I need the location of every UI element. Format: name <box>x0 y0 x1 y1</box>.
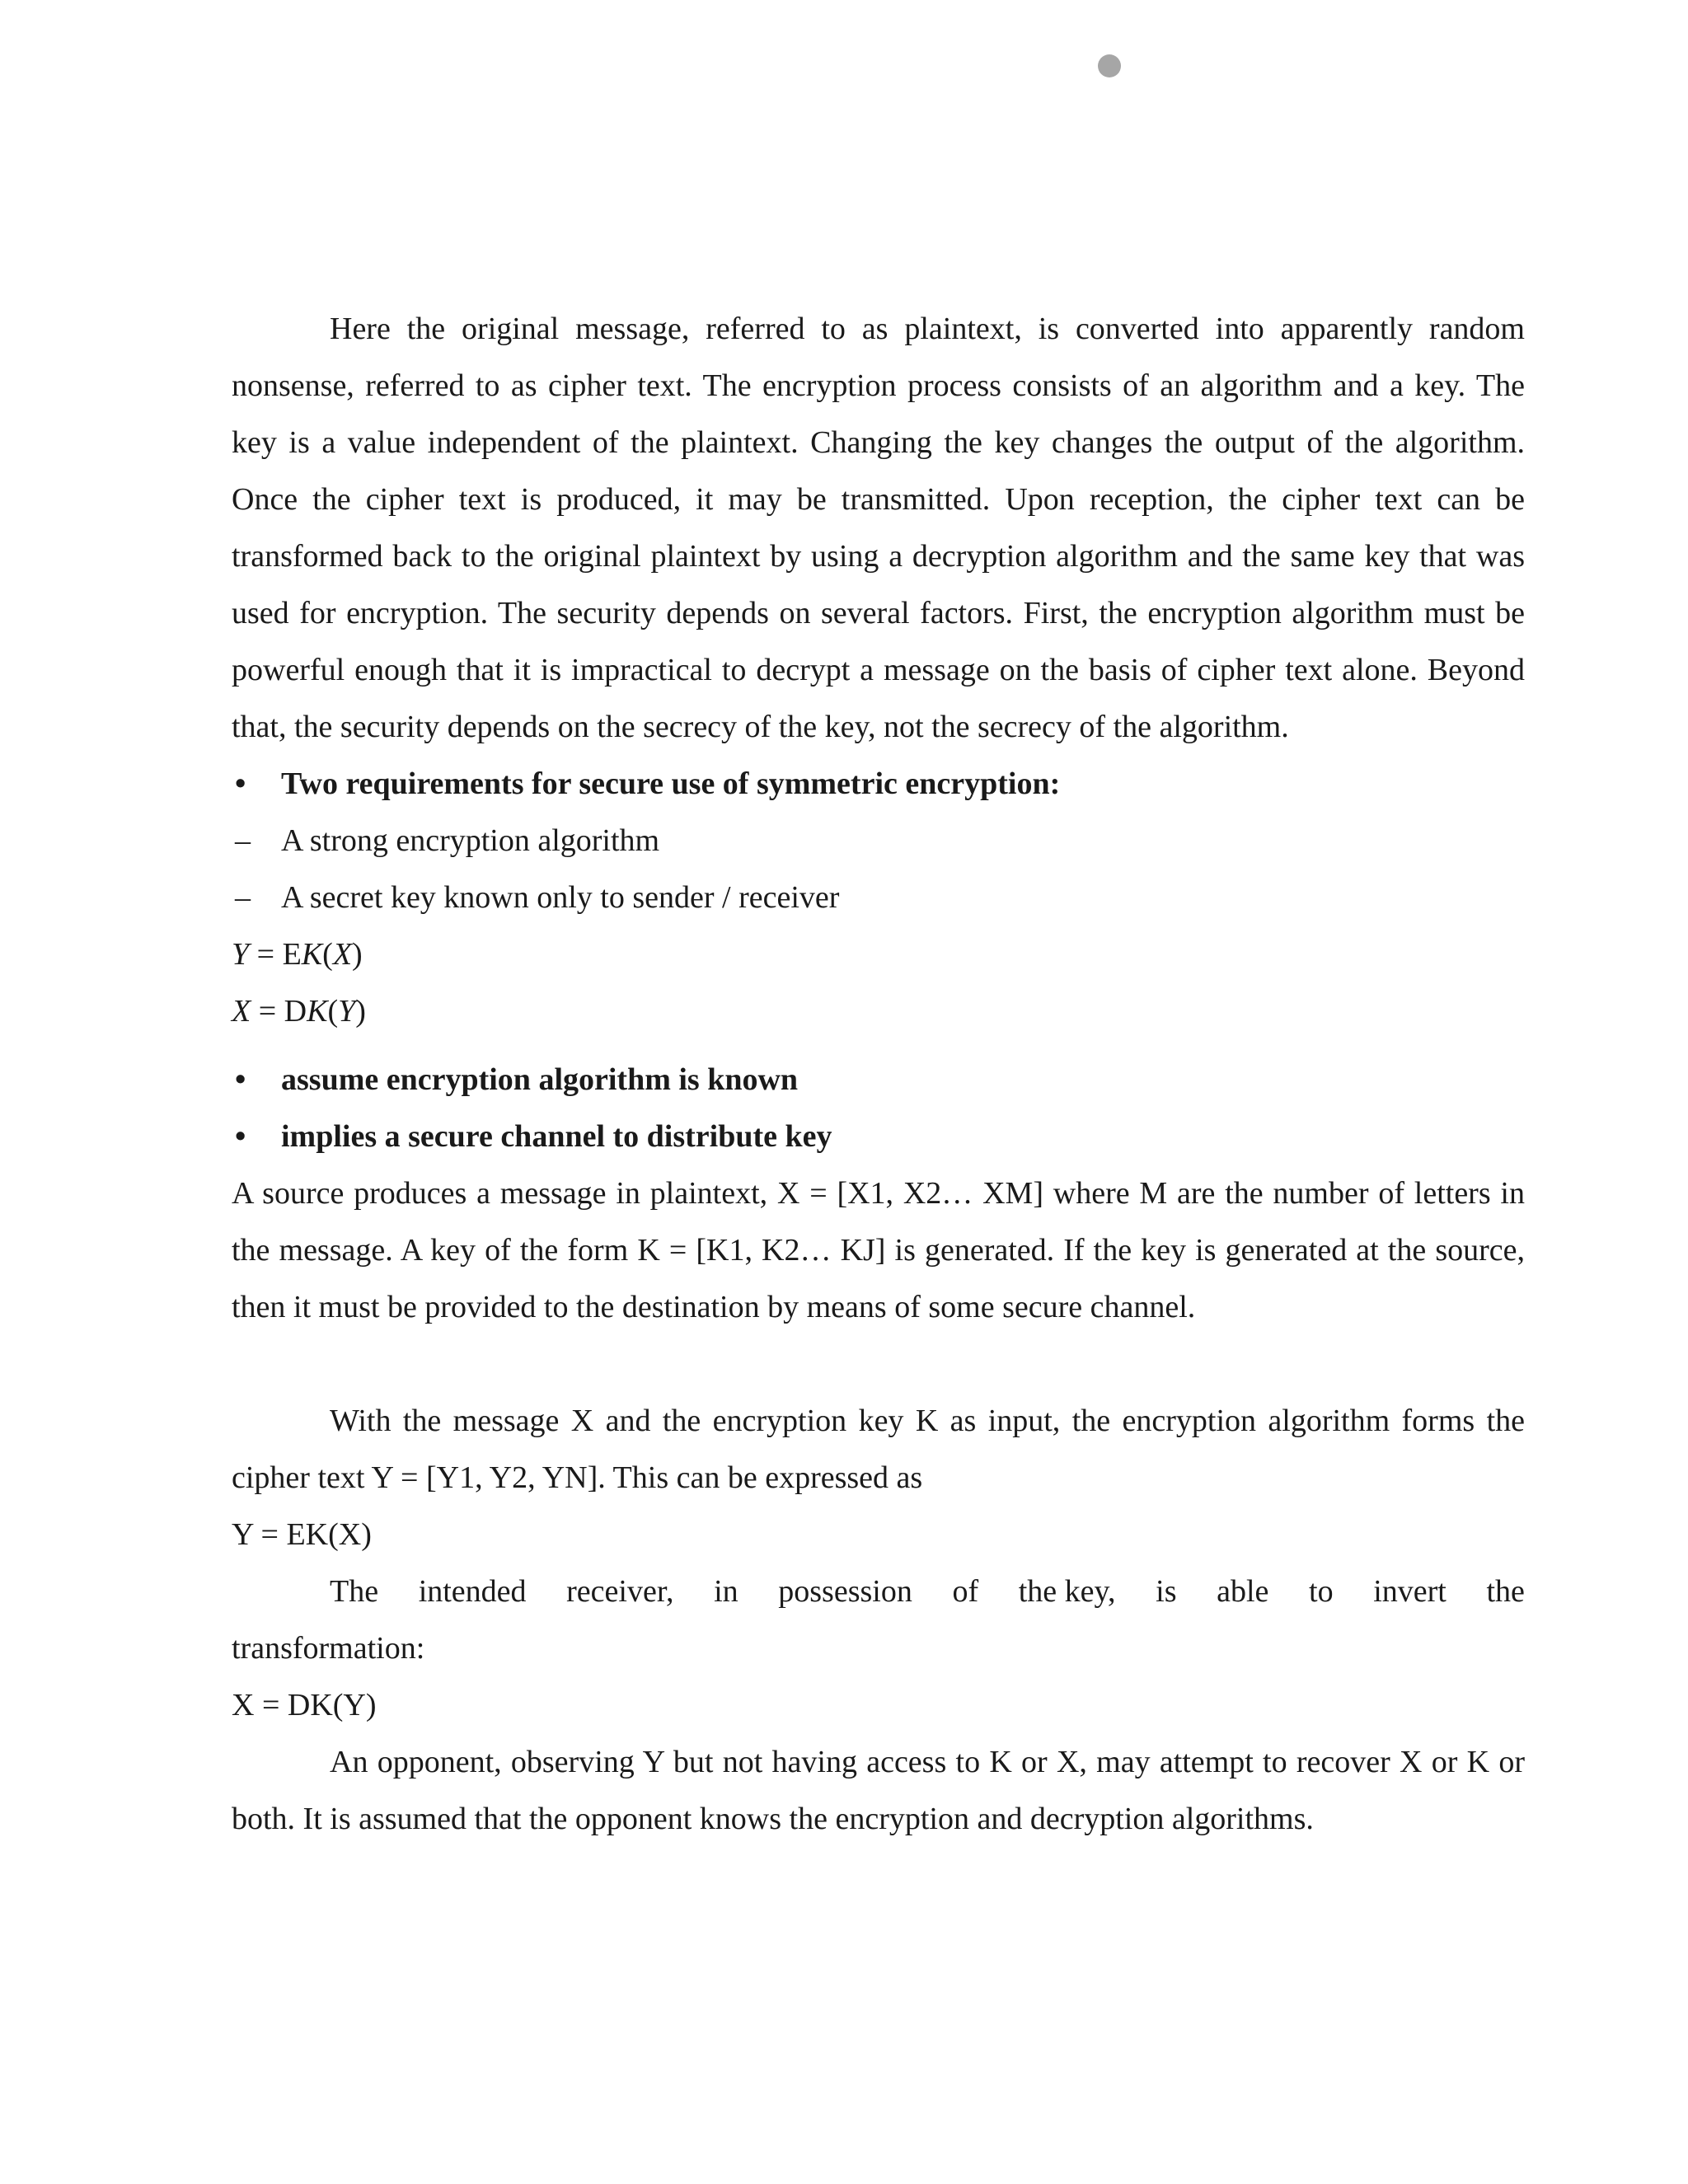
receiver-word: of <box>952 1574 979 1609</box>
document-body <box>232 301 1525 1848</box>
receiver-word: possession <box>778 1574 912 1609</box>
message-paragraph: With the message X and the encryption key K as input, the encryption algorithm forms the cipher text Y = [Y1, Y2, YN]. This can be expressed as <box>232 1404 1525 1495</box>
assumption-item <box>232 1108 1525 1165</box>
assumption-text: assume encryption algorithm is known <box>281 1062 799 1097</box>
bullet-icon: • <box>235 1119 246 1154</box>
receiver-word: receiver, <box>566 1574 674 1609</box>
requirement-text: A strong encryption algorithm <box>281 823 660 858</box>
receiver-word: intended <box>418 1574 527 1609</box>
inverse-equation: X = DK(Y) <box>232 1688 377 1722</box>
cipher-equation: Y = EK(X) <box>232 1517 372 1552</box>
receiver-word: the <box>1486 1574 1525 1609</box>
receiver-word: able <box>1217 1574 1269 1609</box>
requirement-item <box>232 869 1525 926</box>
requirements-heading-item <box>232 756 1525 813</box>
dash-icon: – <box>235 823 251 858</box>
receiver-word: is <box>1156 1574 1177 1609</box>
bullet-icon: • <box>235 1062 246 1097</box>
opponent-paragraph: An opponent, observing Y but not having access to K or X, may attempt to recover X or K or both. It is assumed that the opponent knows the encryption and decryption algorithms. <box>232 1745 1525 1836</box>
assumption-item <box>232 1052 1525 1108</box>
receiver-word: to <box>1309 1574 1334 1609</box>
receiver-line <box>232 1563 1525 1620</box>
requirement-item <box>232 813 1525 869</box>
receiver-word: in <box>714 1574 738 1609</box>
bullet-icon: • <box>235 766 246 801</box>
requirements-heading: Two requirements for secure use of symmetric encryption: <box>281 766 1061 801</box>
page-marker-dot <box>1098 54 1121 77</box>
source-paragraph: A source produces a message in plaintext, X = [X1, X2… XM] where M are the number of letters in the message. A key of the form K = [K1, K2… KJ] is generated. If the key is generated at the source, then it must be provided to the destination by means of some secure channel. <box>232 1176 1525 1324</box>
receiver-line-end: transformation: <box>232 1631 425 1666</box>
receiver-word: The <box>330 1574 379 1609</box>
requirement-text: A secret key known only to sender / receiver <box>281 880 840 915</box>
encryption-equation: Y = EK(X) <box>232 937 363 972</box>
receiver-word: the key, <box>1018 1574 1116 1609</box>
receiver-word: invert <box>1373 1574 1447 1609</box>
dash-icon: – <box>235 880 251 915</box>
assumption-text: implies a secure channel to distribute key <box>281 1119 832 1154</box>
decryption-equation: X = DK(Y) <box>232 994 366 1029</box>
intro-paragraph: Here the original message, referred to as plaintext, is converted into apparently random nonsense, referred to as cipher text. The encryption process consists of an algorithm and a key. The key is a value independent of the plaintext. Changing the key changes the output of the algorithm. Once the cipher text is produced, it may be transmitted. Upon reception, the cipher text can be transformed back to the original plaintext by using a decryption algorithm and the same key that was used for encryption. The security depends on several factors. First, the encryption algorithm must be powerful enough that it is impractical to decrypt a message on the basis of cipher text alone. Beyond that, the security depends on the secrecy of the key, not the secrecy of the algorithm. <box>232 312 1525 744</box>
